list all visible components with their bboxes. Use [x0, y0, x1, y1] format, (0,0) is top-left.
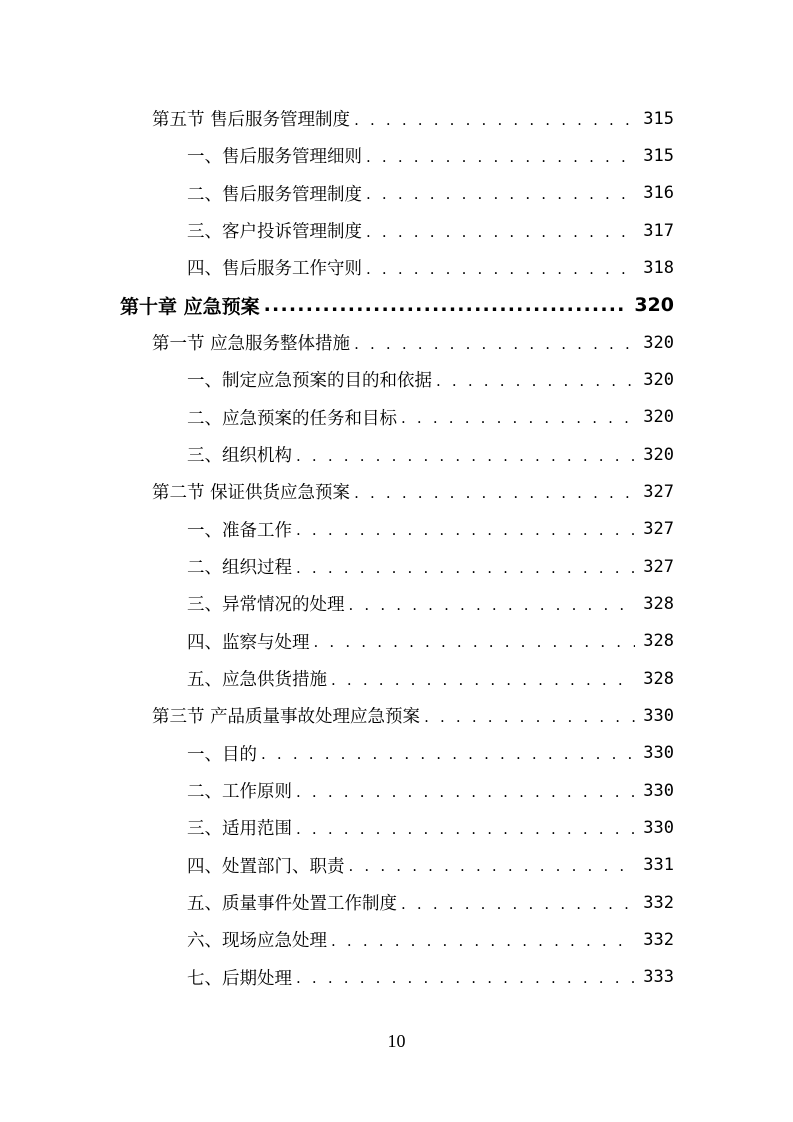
toc-entry-title: 第一节 应急服务整体措施	[152, 334, 351, 355]
toc-item-entry[interactable]	[0, 137, 674, 174]
toc-entry-title: 二、工作原则	[187, 782, 292, 803]
dot-leader	[331, 932, 635, 950]
toc-entry-page: 327	[643, 519, 674, 540]
toc-entry-title: 五、应急供货措施	[187, 670, 327, 691]
dot-leader	[401, 895, 635, 913]
toc-entry-page: 332	[643, 892, 674, 913]
toc-entry-title: 四、售后服务工作守则	[187, 259, 362, 280]
dot-leader	[331, 671, 635, 689]
toc-entry-page: 317	[643, 220, 674, 241]
toc-entry-page: 328	[643, 668, 674, 689]
toc-entry-title: 一、制定应急预案的目的和依据	[187, 371, 432, 392]
toc-item-entry[interactable]	[0, 660, 674, 697]
toc-entry-page: 320	[643, 407, 674, 428]
dot-leader	[314, 633, 636, 651]
toc-entry-title: 三、组织机构	[187, 446, 292, 467]
toc-entry-title: 二、组织过程	[187, 558, 292, 579]
dot-leader	[424, 708, 635, 726]
toc-item-entry[interactable]	[0, 399, 674, 436]
dot-leader	[296, 783, 635, 801]
dot-leader	[349, 857, 636, 875]
toc-section-entry[interactable]	[0, 473, 674, 510]
toc-entry-title: 二、售后服务管理制度	[187, 184, 362, 205]
toc-entry-page: 315	[643, 145, 674, 166]
toc-entry-title: 二、应急预案的任务和目标	[187, 408, 397, 429]
toc-entry-page: 332	[643, 929, 674, 950]
toc-entry-title: 第二节 保证供货应急预案	[152, 483, 351, 504]
dot-leader	[366, 185, 635, 203]
toc-entry-page: 327	[643, 556, 674, 577]
toc-entry-page: 330	[643, 817, 674, 838]
toc-entry-page: 330	[643, 780, 674, 801]
dot-leader	[296, 521, 635, 539]
toc-entry-title: 一、准备工作	[187, 520, 292, 541]
toc-entry-page: 328	[643, 593, 674, 614]
toc-entry-title: 第三节 产品质量事故处理应急预案	[152, 707, 421, 728]
dot-leader	[261, 745, 635, 763]
toc-entry-title: 一、目的	[187, 744, 257, 765]
toc-entry-title: 七、后期处理	[187, 968, 292, 989]
dot-leader	[349, 596, 636, 614]
toc-section-entry[interactable]	[0, 324, 674, 361]
toc-entry-title: 三、适用范围	[187, 819, 292, 840]
dot-leader	[366, 223, 635, 241]
toc-entry-title: 一、售后服务管理细则	[187, 147, 362, 168]
dot-leader	[264, 294, 627, 316]
toc-entry-title: 六、现场应急处理	[187, 931, 327, 952]
toc-entry-title: 四、监察与处理	[187, 632, 310, 653]
dot-leader	[296, 559, 635, 577]
toc-item-entry[interactable]	[0, 921, 674, 958]
toc-item-entry[interactable]	[0, 623, 674, 660]
dot-leader	[354, 111, 635, 129]
toc-item-entry[interactable]	[0, 249, 674, 286]
toc-entry-page: 330	[643, 705, 674, 726]
toc-entry-page: 328	[643, 631, 674, 652]
dot-leader	[436, 372, 635, 390]
toc-item-entry[interactable]	[0, 175, 674, 212]
toc-entry-page: 318	[643, 257, 674, 278]
toc-item-entry[interactable]	[0, 548, 674, 585]
toc-entry-page: 320	[643, 369, 674, 390]
toc-section-entry[interactable]	[0, 100, 674, 137]
dot-leader	[354, 484, 635, 502]
toc-item-entry[interactable]	[0, 585, 674, 622]
dot-leader	[366, 260, 635, 278]
toc-entry-page: 320	[643, 332, 674, 353]
toc-entry-title: 三、客户投诉管理制度	[187, 222, 362, 243]
toc-entry-title: 四、处置部门、职责	[187, 856, 345, 877]
toc-chapter-entry[interactable]	[0, 287, 674, 324]
toc-item-entry[interactable]	[0, 959, 674, 996]
toc-entry-page: 330	[643, 743, 674, 764]
toc-item-entry[interactable]	[0, 884, 674, 921]
dot-leader	[296, 820, 635, 838]
toc-entry-page: 331	[643, 855, 674, 876]
toc-entry-page: 327	[643, 481, 674, 502]
table-of-contents	[0, 100, 793, 996]
toc-entry-title: 三、异常情况的处理	[187, 595, 345, 616]
dot-leader	[354, 335, 635, 353]
toc-entry-page: 320	[634, 294, 674, 317]
dot-leader	[296, 447, 635, 465]
toc-entry-page: 316	[643, 183, 674, 204]
toc-item-entry[interactable]	[0, 511, 674, 548]
toc-item-entry[interactable]	[0, 772, 674, 809]
toc-item-entry[interactable]	[0, 809, 674, 846]
toc-item-entry[interactable]	[0, 361, 674, 398]
toc-item-entry[interactable]	[0, 212, 674, 249]
toc-entry-title: 五、质量事件处置工作制度	[187, 894, 397, 915]
toc-entry-title: 第五节 售后服务管理制度	[152, 110, 351, 131]
toc-entry-title: 第十章 应急预案	[120, 295, 260, 318]
dot-leader	[401, 409, 635, 427]
toc-entry-page: 320	[643, 444, 674, 465]
toc-section-entry[interactable]	[0, 697, 674, 734]
dot-leader	[366, 148, 635, 166]
toc-entry-page: 315	[643, 108, 674, 129]
toc-item-entry[interactable]	[0, 436, 674, 473]
toc-entry-page: 333	[643, 967, 674, 988]
toc-item-entry[interactable]	[0, 735, 674, 772]
page-number: 10	[387, 1031, 406, 1051]
dot-leader	[296, 969, 635, 987]
toc-item-entry[interactable]	[0, 847, 674, 884]
